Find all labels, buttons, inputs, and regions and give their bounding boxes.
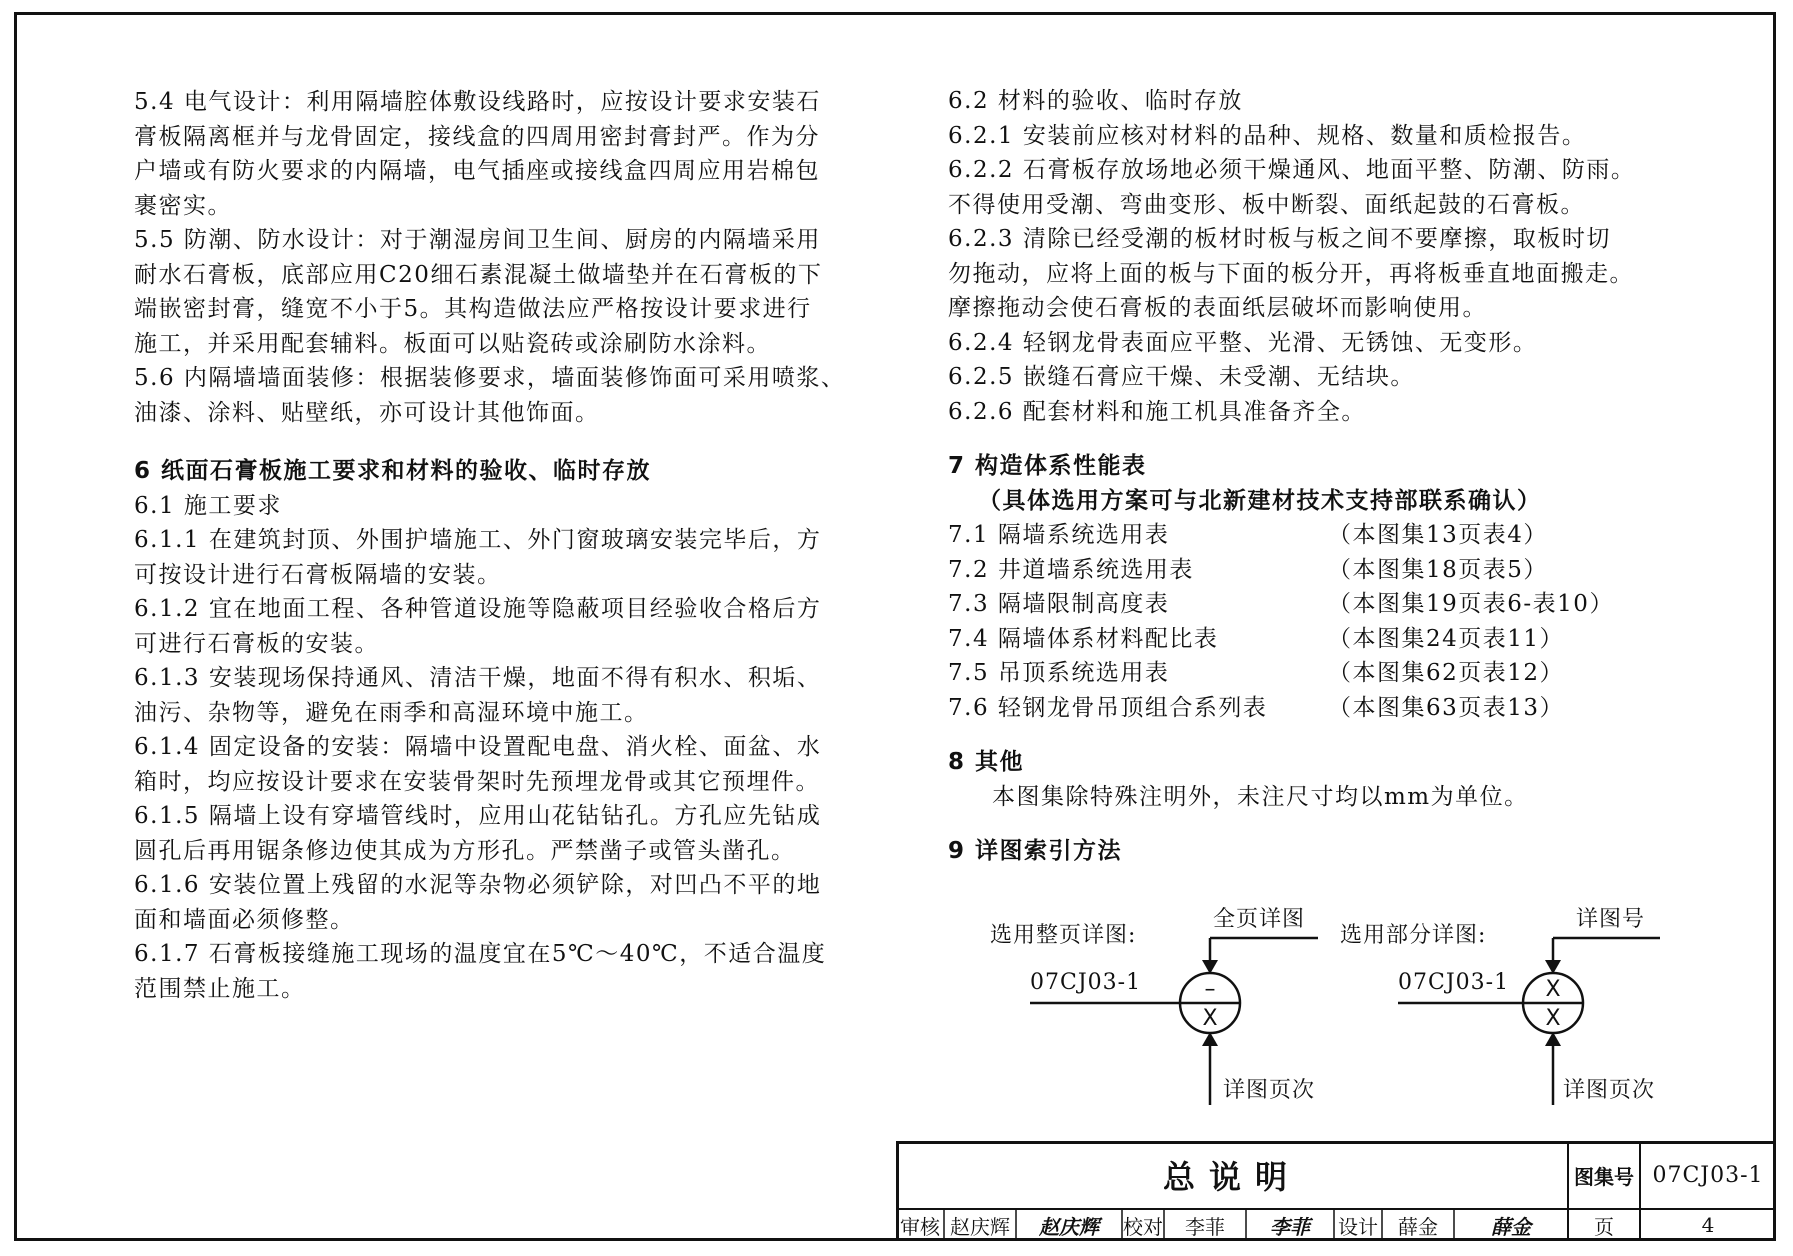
whole-top-arrowhead xyxy=(1202,960,1218,974)
section-6-heading: 6 纸面石膏板施工要求和材料的验收、临时存放 xyxy=(134,458,652,484)
whole-lower-symbol: X xyxy=(1202,1006,1218,1031)
text-line: 6.1.6 安装位置上残留的水泥等杂物必须铲除，对凹凸不平的地 xyxy=(134,872,822,898)
checker-signature: 李菲 xyxy=(1270,1214,1310,1239)
text-line: 户墙或有防火要求的内隔墙，电气插座或接线盒四周应用岩棉包 xyxy=(134,158,820,184)
whole-callout-bottom: 详图页次 xyxy=(1223,1078,1316,1103)
section-9-heading: 9 详图索引方法 xyxy=(948,838,1123,864)
text-line: 6.1.3 安装现场保持通风、清洁干燥，地面不得有积水、积垢、 xyxy=(134,665,822,691)
text-line: 油漆、涂料、贴壁纸，亦可设计其他饰面。 xyxy=(134,399,600,426)
partial-callout-bottom: 详图页次 xyxy=(1563,1078,1656,1103)
text-line: 5.6 内隔墙墙面装修：根据装修要求，墙面装修饰面可采用喷浆、 xyxy=(134,365,846,391)
design-label: 设计 xyxy=(1338,1214,1378,1239)
text-line: 6.2.2 石膏板存放场地必须干燥通风、地面平整、防潮、防雨。 xyxy=(948,157,1636,183)
text-line: 6.2.4 轻钢龙骨表面应平整、光滑、无锈蚀、无变形。 xyxy=(948,329,1538,356)
text-line: 6.1 施工要求 xyxy=(134,492,282,519)
text-line: 圆孔后再用锯条修边使其成为方形孔。严禁凿子或管头凿孔。 xyxy=(134,837,796,864)
text-line: 施工，并采用配套辅料。板面可以贴瓷砖或涂刷防水涂料。 xyxy=(134,330,771,357)
text-line: 范围禁止施工。 xyxy=(134,975,306,1002)
whole-page-label: 选用整页详图: xyxy=(990,923,1137,948)
text-line: 6.1.4 固定设备的安装：隔墙中设置配电盘、消火栓、面盆、水 xyxy=(134,734,822,760)
table-item: 7.6 轻钢龙骨吊顶组合系列表 xyxy=(948,694,1268,721)
text-line: 6.1.7 石膏板接缝施工现场的温度宜在5℃～40℃，不适合温度 xyxy=(134,941,827,967)
text-line: 裹密实。 xyxy=(134,192,232,219)
table-ref: （本图集19页表6-表10） xyxy=(1328,591,1614,617)
page-number: 4 xyxy=(1701,1213,1715,1237)
title-block xyxy=(896,1141,1776,1241)
section-7-heading: 7 构造体系性能表 xyxy=(948,453,1147,479)
partial-lower-symbol: X xyxy=(1545,1006,1561,1031)
table-item: 7.2 井道墙系统选用表 xyxy=(948,556,1194,583)
table-item: 7.5 吊顶系统选用表 xyxy=(948,660,1170,686)
section-8-heading: 8 其他 xyxy=(948,749,1025,775)
designer-name: 薛金 xyxy=(1398,1214,1438,1239)
table-item: 7.1 隔墙系统选用表 xyxy=(948,522,1170,548)
partial-bottom-arrowhead xyxy=(1545,1032,1561,1046)
table-item: 7.3 隔墙限制高度表 xyxy=(948,591,1170,617)
section-7-note: （具体选用方案可与北新建材技术支持部联系确认） xyxy=(978,487,1542,514)
text-line: 6.2.1 安装前应核对材料的品种、规格、数量和质检报告。 xyxy=(948,122,1587,149)
text-line: 面和墙面必须修整。 xyxy=(134,906,355,933)
text-line: 6.2.5 嵌缝石膏应干燥、未受潮、无结块。 xyxy=(948,364,1415,390)
partial-label: 选用部分详图: xyxy=(1340,923,1487,948)
table-ref: （本图集62页表12） xyxy=(1328,660,1565,686)
review-label: 审核 xyxy=(900,1214,940,1239)
text-line: 5.4 电气设计：利用隔墙腔体敷设线路时，应按设计要求安装石 xyxy=(134,89,821,115)
drawing-title: 总说明 xyxy=(1162,1158,1301,1196)
text-line: 端嵌密封膏，缝宽不小于5。其构造做法应严格按设计要求进行 xyxy=(134,296,812,322)
text-line: 6.1.2 宜在地面工程、各种管道设施等隐蔽项目经验收合格后方 xyxy=(134,596,822,622)
text-line: 勿拖动，应将上面的板与下面的板分开，再将板垂直地面搬走。 xyxy=(948,260,1634,287)
text-line: 摩擦拖动会使石膏板的表面纸层破坏而影响使用。 xyxy=(948,295,1487,321)
text-line: 不得使用受潮、弯曲变形、板中断裂、面纸起鼓的石膏板。 xyxy=(948,191,1585,218)
text-line: 箱时，均应按设计要求在安装骨架时先预埋龙骨或其它预埋件。 xyxy=(134,768,820,795)
table-ref: （本图集13页表4） xyxy=(1328,522,1548,548)
check-label: 校对 xyxy=(1123,1214,1163,1239)
section-8-text: 本图集除特殊注明外，未注尺寸均以mm为单位。 xyxy=(992,783,1529,810)
table-item: 7.4 隔墙体系材料配比表 xyxy=(948,625,1219,652)
partial-top-arrowhead xyxy=(1545,960,1561,974)
reviewer-name: 赵庆辉 xyxy=(950,1214,1010,1239)
whole-callout-top: 全页详图 xyxy=(1213,907,1306,932)
text-line: 6.1.5 隔墙上设有穿墙管线时，应用山花钻钻孔。方孔应先钻成 xyxy=(134,803,822,829)
text-line: 6.2.6 配套材料和施工机具准备齐全。 xyxy=(948,398,1366,425)
text-line: 可进行石膏板的安装。 xyxy=(134,630,379,657)
page-label: 页 xyxy=(1594,1214,1614,1239)
checker-name: 李菲 xyxy=(1185,1214,1225,1239)
reviewer-signature: 赵庆辉 xyxy=(1039,1214,1099,1239)
partial-callout-top: 详图号 xyxy=(1576,907,1646,932)
text-line: 5.5 防潮、防水设计：对于潮湿房间卫生间、厨房的内隔墙采用 xyxy=(134,227,821,253)
text-line: 6.2.3 清除已经受潮的板材时板与板之间不要摩擦，取板时切 xyxy=(948,226,1611,252)
text-line: 可按设计进行石膏板隔墙的安装。 xyxy=(134,561,502,588)
whole-atlas-label: 07CJ03-1 xyxy=(1030,970,1142,995)
partial-atlas-label: 07CJ03-1 xyxy=(1398,970,1510,995)
text-line: 6.2 材料的验收、临时存放 xyxy=(948,88,1243,114)
text-line: 油污、杂物等，避免在雨季和高湿环境中施工。 xyxy=(134,699,649,726)
atlas-number-label: 图集号 xyxy=(1574,1164,1634,1189)
atlas-number: 07CJ03-1 xyxy=(1652,1162,1764,1188)
text-line: 耐水石膏板，底部应用C20细石素混凝土做墙垫并在石膏板的下 xyxy=(134,261,823,288)
whole-upper-symbol: – xyxy=(1204,977,1216,1002)
table-ref: （本图集24页表11） xyxy=(1328,625,1565,652)
table-ref: （本图集63页表13） xyxy=(1328,694,1565,721)
text-line: 6.1.1 在建筑封顶、外围护墙施工、外门窗玻璃安装完毕后，方 xyxy=(134,527,822,553)
whole-bottom-arrowhead xyxy=(1202,1032,1218,1046)
text-line: 膏板隔离框并与龙骨固定，接线盒的四周用密封膏封严。作为分 xyxy=(134,123,820,150)
designer-signature: 薛金 xyxy=(1491,1214,1531,1239)
partial-upper-symbol: X xyxy=(1545,977,1561,1002)
table-ref: （本图集18页表5） xyxy=(1328,556,1548,583)
